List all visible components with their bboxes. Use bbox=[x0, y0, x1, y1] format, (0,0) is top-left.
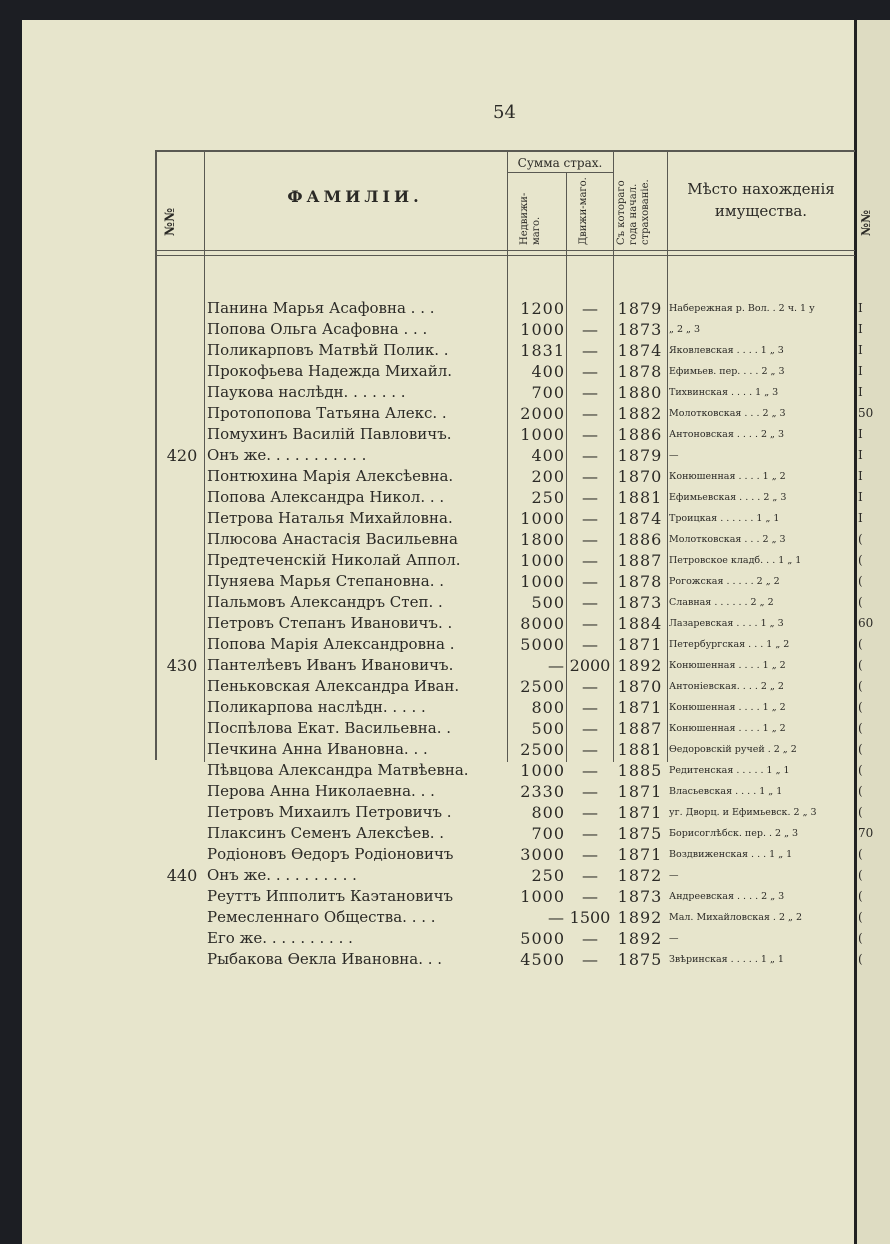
row-year: 1887 bbox=[617, 719, 663, 738]
row-right-edge: ( bbox=[858, 658, 863, 672]
row-year: 1892 bbox=[617, 656, 663, 675]
row-year: 1879 bbox=[617, 299, 663, 318]
row-year: 1878 bbox=[617, 572, 663, 591]
table-row bbox=[0, 928, 890, 949]
row-location: Конюшенная . . . . 1 „ 2 bbox=[669, 660, 786, 671]
row-location: Рогожская . . . . . 2 „ 2 bbox=[669, 576, 780, 587]
row-location: Андреевская . . . . 2 „ 3 bbox=[669, 891, 785, 902]
row-movable: — bbox=[582, 320, 598, 339]
row-year: 1887 bbox=[617, 551, 663, 570]
table-row bbox=[0, 361, 890, 382]
row-name: Онъ же. . . . . . . . . . bbox=[207, 866, 357, 884]
row-name: Плаксинъ Семенъ Алексѣев. . bbox=[207, 824, 445, 842]
table-top-rule bbox=[155, 150, 855, 152]
table-row bbox=[0, 634, 890, 655]
row-right-edge: ( bbox=[858, 931, 863, 945]
row-name: Его же. . . . . . . . . . bbox=[207, 929, 353, 947]
table-row bbox=[0, 298, 890, 319]
row-name: Пѣвцова Александра Матвѣевна. bbox=[207, 761, 469, 779]
row-location: Троицкая . . . . . . 1 „ 1 bbox=[669, 513, 780, 524]
table-row bbox=[0, 508, 890, 529]
header-bottom-rule-2 bbox=[155, 255, 855, 256]
row-year: 1880 bbox=[617, 383, 663, 402]
row-name: Паукова наслѣдн. . . . . . . bbox=[207, 383, 406, 401]
table-row bbox=[0, 676, 890, 697]
row-right-edge: I bbox=[858, 343, 863, 357]
row-location: Конюшенная . . . . 1 „ 2 bbox=[669, 702, 786, 713]
row-location: — bbox=[669, 450, 679, 461]
row-location: Тихвинская . . . . 1 „ 3 bbox=[669, 387, 779, 398]
row-year: 1871 bbox=[617, 635, 663, 654]
row-movable: — bbox=[582, 677, 598, 696]
row-movable: — bbox=[582, 425, 598, 444]
row-immovable: — bbox=[548, 656, 565, 675]
row-name: Реуттъ Ипполитъ Каэтановичъ bbox=[207, 887, 454, 905]
row-right-edge: ( bbox=[858, 679, 863, 693]
row-movable: — bbox=[582, 929, 598, 948]
row-location: Конюшенная . . . . 1 „ 2 bbox=[669, 471, 786, 482]
sum-header-rule bbox=[507, 172, 613, 173]
row-immovable: 800 bbox=[531, 803, 565, 822]
row-right-edge: ( bbox=[858, 553, 863, 567]
row-movable: — bbox=[582, 803, 598, 822]
table-row bbox=[0, 466, 890, 487]
row-year: 1871 bbox=[617, 803, 663, 822]
row-number: 440 bbox=[166, 866, 198, 885]
row-movable: — bbox=[582, 530, 598, 549]
table-row bbox=[0, 865, 890, 886]
row-year: 1872 bbox=[617, 866, 663, 885]
row-right-edge: ( bbox=[858, 532, 863, 546]
row-location: Набережная р. Вол. . 2 ч. 1 у bbox=[669, 303, 815, 314]
row-location: — bbox=[669, 870, 679, 881]
row-right-edge: ( bbox=[858, 721, 863, 735]
row-year: 1884 bbox=[617, 614, 663, 633]
row-right-edge: 50 bbox=[858, 406, 874, 420]
row-year: 1871 bbox=[617, 782, 663, 801]
table-row bbox=[0, 718, 890, 739]
row-year: 1882 bbox=[617, 404, 663, 423]
row-immovable: 1000 bbox=[520, 761, 565, 780]
row-number: 430 bbox=[166, 656, 198, 675]
row-year: 1871 bbox=[617, 845, 663, 864]
row-movable: — bbox=[582, 551, 598, 570]
row-location: — bbox=[669, 933, 679, 944]
row-movable: 2000 bbox=[569, 656, 611, 675]
row-immovable: 1000 bbox=[520, 572, 565, 591]
table-row bbox=[0, 424, 890, 445]
row-immovable: 500 bbox=[531, 719, 565, 738]
table-row bbox=[0, 844, 890, 865]
header-year: Съ котораго года начал. страхованіе. bbox=[616, 179, 651, 245]
row-right-edge: ( bbox=[858, 574, 863, 588]
header-movable: Движи-маго. bbox=[578, 177, 589, 245]
table-row bbox=[0, 655, 890, 676]
header-sum: Сумма страх. bbox=[517, 156, 603, 170]
row-right-edge: I bbox=[858, 511, 863, 525]
row-name: Пеньковская Александра Иван. bbox=[207, 677, 460, 695]
header-right-num: №№ bbox=[859, 209, 873, 236]
row-year: 1874 bbox=[617, 341, 663, 360]
table-row bbox=[0, 319, 890, 340]
table-row bbox=[0, 760, 890, 781]
row-right-edge: 60 bbox=[858, 616, 874, 630]
row-immovable: 800 bbox=[531, 698, 565, 717]
row-immovable: 700 bbox=[531, 824, 565, 843]
row-immovable: 1800 bbox=[520, 530, 565, 549]
row-right-edge: I bbox=[858, 469, 863, 483]
row-name: Панина Марья Асафовна . . . bbox=[207, 299, 435, 317]
row-movable: — bbox=[582, 824, 598, 843]
row-right-edge: I bbox=[858, 427, 863, 441]
row-location: Звѣринская . . . . . 1 „ 1 bbox=[669, 954, 784, 965]
row-name: Понтюхина Марія Алексѣевна. bbox=[207, 467, 454, 485]
row-name: Попова Ольга Асафовна . . . bbox=[207, 320, 428, 338]
row-immovable: 2000 bbox=[520, 404, 565, 423]
table-row bbox=[0, 487, 890, 508]
row-immovable: 500 bbox=[531, 593, 565, 612]
table-row bbox=[0, 592, 890, 613]
row-name: Онъ же. . . . . . . . . . . bbox=[207, 446, 367, 464]
row-location: Антоновская . . . . 2 „ 3 bbox=[669, 429, 785, 440]
row-movable: — bbox=[582, 383, 598, 402]
row-movable: — bbox=[582, 404, 598, 423]
row-right-edge: I bbox=[858, 448, 863, 462]
row-right-edge: ( bbox=[858, 595, 863, 609]
row-right-edge: I bbox=[858, 364, 863, 378]
row-location: Ѳедоровскій ручей . 2 „ 2 bbox=[669, 744, 797, 755]
row-immovable: 2500 bbox=[520, 740, 565, 759]
row-location: Яковлевская . . . . 1 „ 3 bbox=[669, 345, 784, 356]
row-location: Ефимьев. пер. . . . 2 „ 3 bbox=[669, 366, 785, 377]
row-immovable: — bbox=[548, 908, 565, 927]
row-year: 1875 bbox=[617, 950, 663, 969]
row-immovable: 1000 bbox=[520, 509, 565, 528]
row-location: Петровское кладб. . . 1 „ 1 bbox=[669, 555, 802, 566]
row-location: Молотковская . . . 2 „ 3 bbox=[669, 408, 786, 419]
header-location: Мѣсто нахожденія имущества. bbox=[687, 180, 835, 220]
row-movable: — bbox=[582, 887, 598, 906]
table-row bbox=[0, 340, 890, 361]
table-row bbox=[0, 823, 890, 844]
row-year: 1871 bbox=[617, 698, 663, 717]
row-name: Печкина Анна Ивановна. . . bbox=[207, 740, 428, 758]
table-row bbox=[0, 697, 890, 718]
row-right-edge: ( bbox=[858, 847, 863, 861]
row-location: Славная . . . . . . 2 „ 2 bbox=[669, 597, 774, 608]
row-name: Поспѣлова Екат. Васильевна. . bbox=[207, 719, 451, 737]
row-right-edge: I bbox=[858, 301, 863, 315]
row-immovable: 1000 bbox=[520, 551, 565, 570]
row-name: Поликарповъ Матвѣй Полик. . bbox=[207, 341, 449, 359]
row-name: Прокофьева Надежда Михайл. bbox=[207, 362, 452, 380]
header-bottom-rule bbox=[155, 250, 855, 251]
row-right-edge: ( bbox=[858, 910, 863, 924]
row-movable: — bbox=[582, 593, 598, 612]
table-row bbox=[0, 571, 890, 592]
row-location: Молотковская . . . 2 „ 3 bbox=[669, 534, 786, 545]
page-number: 54 bbox=[493, 102, 516, 123]
row-immovable: 200 bbox=[531, 467, 565, 486]
row-name: Плюсова Анастасія Васильевна bbox=[207, 530, 458, 548]
row-name: Помухинъ Василій Павловичъ. bbox=[207, 425, 452, 443]
row-right-edge: 70 bbox=[858, 826, 874, 840]
row-immovable: 3000 bbox=[520, 845, 565, 864]
table-row bbox=[0, 886, 890, 907]
table-row bbox=[0, 781, 890, 802]
header-num: №№ bbox=[163, 207, 178, 236]
row-movable: — bbox=[582, 467, 598, 486]
row-location: Редитенская . . . . . 1 „ 1 bbox=[669, 765, 790, 776]
row-movable: — bbox=[582, 698, 598, 717]
row-immovable: 5000 bbox=[520, 929, 565, 948]
row-immovable: 1000 bbox=[520, 887, 565, 906]
row-movable: 1500 bbox=[569, 908, 611, 927]
row-right-edge: ( bbox=[858, 784, 863, 798]
row-year: 1886 bbox=[617, 425, 663, 444]
row-movable: — bbox=[582, 362, 598, 381]
table-row bbox=[0, 403, 890, 424]
row-immovable: 1831 bbox=[520, 341, 565, 360]
table-row bbox=[0, 550, 890, 571]
row-movable: — bbox=[582, 782, 598, 801]
row-name: Пальмовъ Александръ Степ. . bbox=[207, 593, 443, 611]
row-year: 1870 bbox=[617, 677, 663, 696]
row-year: 1892 bbox=[617, 929, 663, 948]
table-row bbox=[0, 382, 890, 403]
row-name: Петровъ Михаилъ Петровичъ . bbox=[207, 803, 452, 821]
row-name: Родіоновъ Ѳедоръ Родіоновичъ bbox=[207, 845, 454, 863]
row-right-edge: ( bbox=[858, 952, 863, 966]
row-location: Лазаревская . . . . 1 „ 3 bbox=[669, 618, 784, 629]
row-year: 1885 bbox=[617, 761, 663, 780]
header-immovable: Недвижи-маго. bbox=[519, 192, 542, 245]
row-movable: — bbox=[582, 509, 598, 528]
row-immovable: 1000 bbox=[520, 425, 565, 444]
row-movable: — bbox=[582, 761, 598, 780]
row-right-edge: ( bbox=[858, 805, 863, 819]
row-immovable: 400 bbox=[531, 446, 565, 465]
row-name: Пуняева Марья Степановна. . bbox=[207, 572, 445, 590]
row-location: Борисоглѣбск. пер. . 2 „ 3 bbox=[669, 828, 799, 839]
row-movable: — bbox=[582, 719, 598, 738]
row-immovable: 400 bbox=[531, 362, 565, 381]
row-year: 1881 bbox=[617, 740, 663, 759]
row-name: Пантелѣевъ Иванъ Ивановичъ. bbox=[207, 656, 454, 674]
table-row bbox=[0, 739, 890, 760]
row-year: 1873 bbox=[617, 320, 663, 339]
row-right-edge: ( bbox=[858, 889, 863, 903]
row-right-edge: ( bbox=[858, 742, 863, 756]
row-year: 1881 bbox=[617, 488, 663, 507]
row-movable: — bbox=[582, 299, 598, 318]
row-year: 1886 bbox=[617, 530, 663, 549]
row-immovable: 5000 bbox=[520, 635, 565, 654]
table-row bbox=[0, 949, 890, 970]
row-year: 1875 bbox=[617, 824, 663, 843]
table-row bbox=[0, 907, 890, 928]
row-movable: — bbox=[582, 614, 598, 633]
row-name: Петрова Наталья Михайловна. bbox=[207, 509, 453, 527]
row-movable: — bbox=[582, 635, 598, 654]
row-year: 1892 bbox=[617, 908, 663, 927]
row-movable: — bbox=[582, 446, 598, 465]
row-movable: — bbox=[582, 488, 598, 507]
row-location: „ 2 „ 3 bbox=[669, 324, 700, 335]
row-year: 1878 bbox=[617, 362, 663, 381]
table-row bbox=[0, 613, 890, 634]
row-right-edge: ( bbox=[858, 868, 863, 882]
row-location: Мал. Михайловская . 2 „ 2 bbox=[669, 912, 803, 923]
row-right-edge: I bbox=[858, 322, 863, 336]
row-movable: — bbox=[582, 341, 598, 360]
row-right-edge: I bbox=[858, 490, 863, 504]
table-row bbox=[0, 529, 890, 550]
row-year: 1874 bbox=[617, 509, 663, 528]
row-immovable: 700 bbox=[531, 383, 565, 402]
row-immovable: 4500 bbox=[520, 950, 565, 969]
row-movable: — bbox=[582, 740, 598, 759]
row-immovable: 250 bbox=[531, 488, 565, 507]
row-movable: — bbox=[582, 572, 598, 591]
row-location: Воздвиженская . . . 1 „ 1 bbox=[669, 849, 793, 860]
row-location: Антоніевская. . . . 2 „ 2 bbox=[669, 681, 784, 692]
row-location: Конюшенная . . . . 1 „ 2 bbox=[669, 723, 786, 734]
row-immovable: 250 bbox=[531, 866, 565, 885]
row-immovable: 2330 bbox=[520, 782, 565, 801]
row-name: Поликарпова наслѣдн. . . . . bbox=[207, 698, 426, 716]
row-name: Рыбакова Ѳекла Ивановна. . . bbox=[207, 950, 443, 968]
row-right-edge: ( bbox=[858, 637, 863, 651]
row-immovable: 1000 bbox=[520, 320, 565, 339]
row-immovable: 1200 bbox=[520, 299, 565, 318]
row-immovable: 8000 bbox=[520, 614, 565, 633]
row-movable: — bbox=[582, 845, 598, 864]
row-year: 1873 bbox=[617, 593, 663, 612]
row-year: 1879 bbox=[617, 446, 663, 465]
row-location: Петербургская . . . 1 „ 2 bbox=[669, 639, 790, 650]
row-movable: — bbox=[582, 866, 598, 885]
table-row bbox=[0, 445, 890, 466]
row-right-edge: I bbox=[858, 385, 863, 399]
row-name: Предтеченскій Николай Аппол. bbox=[207, 551, 461, 569]
row-location: Ефимьевская . . . . 2 „ 3 bbox=[669, 492, 787, 503]
row-year: 1873 bbox=[617, 887, 663, 906]
row-name: Попова Александра Никол. . . bbox=[207, 488, 445, 506]
row-movable: — bbox=[582, 950, 598, 969]
table-row bbox=[0, 802, 890, 823]
row-immovable: 2500 bbox=[520, 677, 565, 696]
row-name: Протопопова Татьяна Алекс. . bbox=[207, 404, 447, 422]
row-name: Петровъ Степанъ Ивановичъ. . bbox=[207, 614, 453, 632]
row-right-edge: ( bbox=[858, 700, 863, 714]
row-right-edge: ( bbox=[858, 763, 863, 777]
row-name: Ремесленнаго Общества. . . . bbox=[207, 908, 436, 926]
header-names: ФАМИЛІИ. bbox=[287, 187, 423, 206]
row-location: уг. Дворц. и Ефимьевск. 2 „ 3 bbox=[669, 807, 817, 818]
row-year: 1870 bbox=[617, 467, 663, 486]
row-location: Власьевская . . . . 1 „ 1 bbox=[669, 786, 783, 797]
row-number: 420 bbox=[166, 446, 198, 465]
row-name: Попова Марія Александровна . bbox=[207, 635, 455, 653]
row-name: Перова Анна Николаевна. . . bbox=[207, 782, 435, 800]
